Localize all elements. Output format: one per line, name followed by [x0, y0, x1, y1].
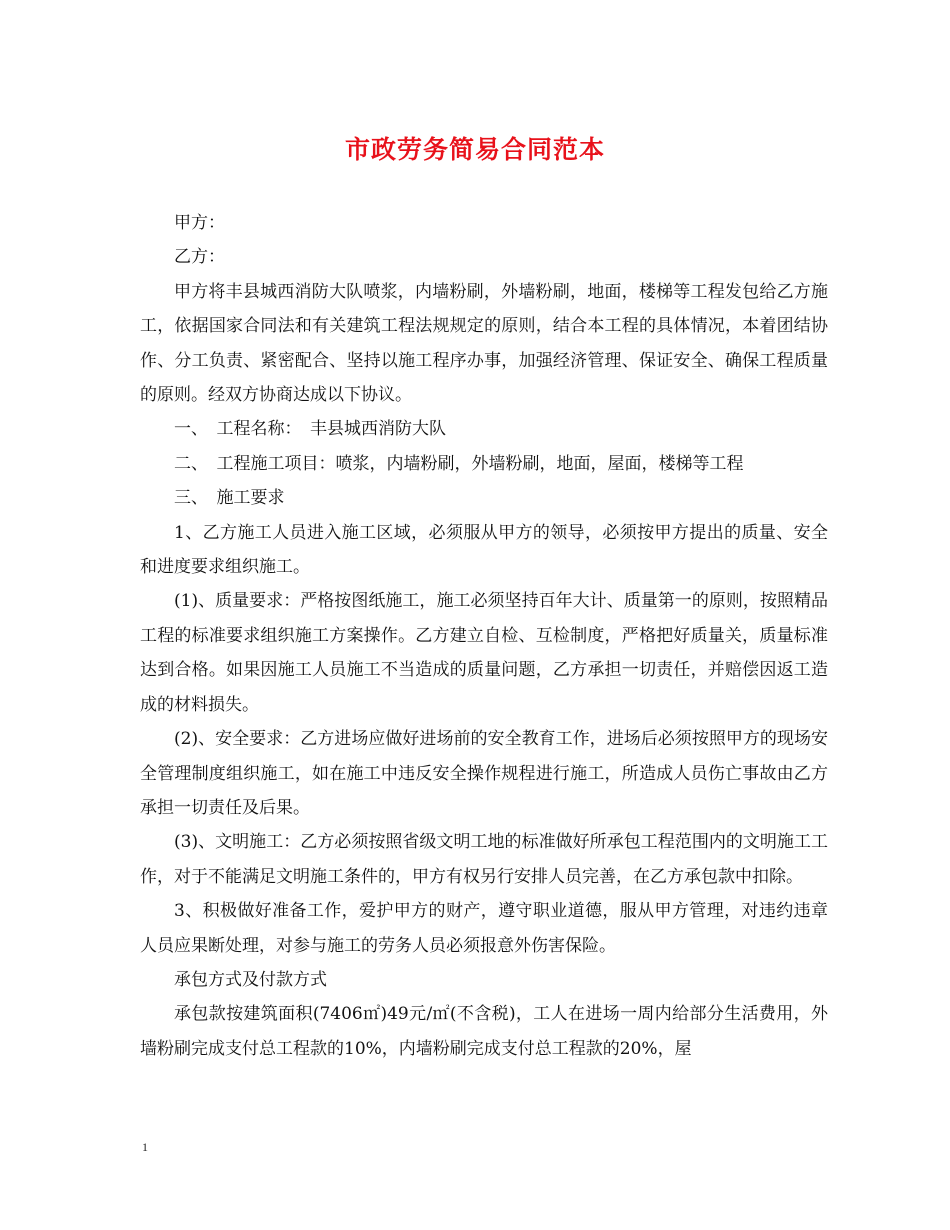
section-project-name: 一、 工程名称： 丰县城西消防大队: [174, 419, 446, 440]
section-requirements-heading: 三、 施工要求: [174, 488, 285, 509]
requirement-civilized: (3)、文明施工：乙方必须按照省级文明工地的标准做好所承包工程范围内的文明施工工作，对于不能满足文明施工条件的，甲方有权另行安排人员完善，在乙方承包款中扣除。: [140, 832, 828, 887]
payment-paragraph: 承包款按建筑面积(7406㎡)49元/㎡(不含税)，工人在进场一周内给部分生活费用，外墙粉刷完成支付总工程款的10%，内墙粉刷完成支付总工程款的20%，屋: [140, 1004, 828, 1059]
requirement-quality: (1)、质量要求：严格按图纸施工，施工必须坚持百年大计、质量第一的原则，按照精品工程的标准要求组织施工方案操作。乙方建立自检、互检制度，严格把好质量关，质量标准达到合格。如果因施工人员施工不当造成的质量问题，乙方承担一切责任，并赔偿因返工造成的材料损失。: [140, 591, 828, 715]
document-body: [140, 206, 828, 1066]
party-a-line: 甲方：: [174, 213, 225, 233]
page-number: 1: [142, 1140, 148, 1154]
intro-paragraph: 甲方将丰县城西消防大队喷浆，内墙粉刷，外墙粉刷，地面，楼梯等工程发包给乙方施工，依据国家合同法和有关建筑工程法规规定的原则，结合本工程的具体情况，本着团结协作、分工负责、紧密配合、坚持以施工程序办事，加强经济管理、保证安全、确保工程质量的原则。经双方协商达成以下协议。: [140, 281, 828, 406]
document-title: 市政劳务简易合同范本: [344, 135, 605, 164]
section-project-items: 二、 工程施工项目：喷浆，内墙粉刷，外墙粉刷，地面，屋面，楼梯等工程: [174, 453, 744, 474]
requirement-3: 3、积极做好准备工作，爱护甲方的财产，遵守职业道德，服从甲方管理，对违约违章人员应果断处理，对参与施工的劳务人员必须报意外伤害保险。: [140, 901, 828, 956]
party-b-line: 乙方：: [174, 247, 225, 268]
payment-heading: 承包方式及付款方式: [174, 969, 327, 990]
requirement-safety: (2)、安全要求：乙方进场应做好进场前的安全教育工作，进场后必须按照甲方的现场安全管理制度组织施工，如在施工中违反安全操作规程进行施工，所造成人员伤亡事故由乙方承担一切责任及后果。: [140, 729, 828, 818]
requirement-1: 1、乙方施工人员进入施工区域，必须服从甲方的领导，必须按甲方提出的质量、安全和进度要求组织施工。: [140, 522, 828, 578]
